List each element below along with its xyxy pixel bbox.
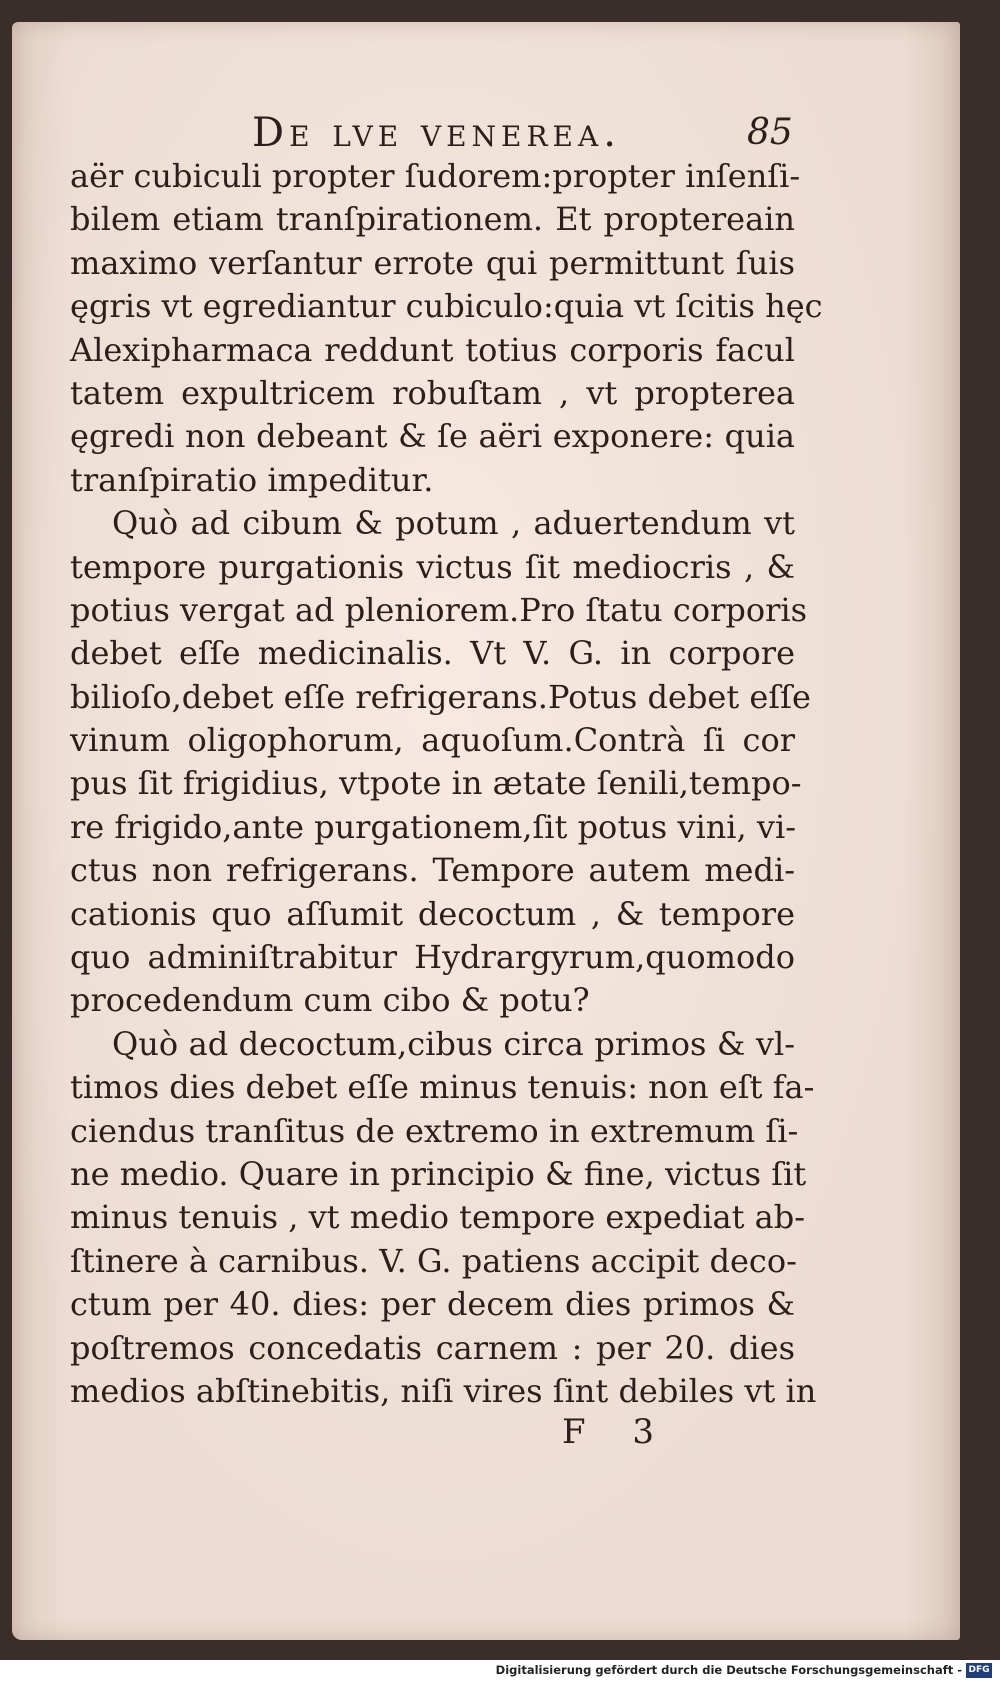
text-line: aër cubiculi propter ſudorem:propter inſenſi- [70,157,801,195]
text-line: maximo verſantur errote qui permittunt ſuis [70,243,795,282]
text-line: ctum per 40. dies: per decem dies primos & [70,1285,795,1324]
signature-mark: F 3 [562,1412,655,1452]
text-line: cationis quo aſſumit decoctum , & tempore [70,894,795,933]
text-line: ęgredi non debeant & ſe aëri exponere: quia [70,417,795,456]
running-head: De lve venerea. [252,110,621,156]
text-line: Quò ad cibum & potum , aduertendum vt [112,504,795,543]
text-line: pus ſit frigidius, vtpote in ætate ſenili,tempo- [70,764,802,803]
text-line: tatem expultricem robuſtam , vt propterea [70,373,795,412]
page-number: 85 [747,112,793,153]
text-line: bilem etiam tranſpirationem. Et proptereain [70,200,795,239]
text-line: debet eſſe medicinalis. Vt V. G. in corpore [70,634,795,673]
footer-bar [0,1660,1000,1683]
text-line: minus tenuis , vt medio tempore expediat ab- [70,1198,806,1237]
text-line: potius vergat ad pleniorem.Pro ſtatu corporis [70,590,808,629]
text-line: ne medio. Quare in principio & fine, victus ſit [70,1154,807,1193]
book-page [12,22,960,1640]
text-line: tranſpiratio impeditur. [70,460,434,499]
text-line: procedendum cum cibo & potu? [70,981,590,1020]
text-line: ſtinere à carnibus. V. G. patiens accipit deco- [70,1241,797,1280]
text-line: poſtremos concedatis carnem : per 20. dies [70,1328,795,1367]
text-line: ęgris vt egrediantur cubiculo:quia vt ſcitis hęc [70,287,823,326]
text-line: quo adminiſtrabitur Hydrargyrum,quomodo [70,938,795,977]
text-line: Alexipharmaca reddunt totius corporis facul [70,330,795,369]
text-line: tempore purgationis victus ſit mediocris , & [70,547,795,586]
text-line: bilioſo,debet eſſe refrigerans.Potus debet eſſe [70,677,811,716]
body-text [70,155,823,1413]
text-line: ciendus tranſitus de extremo in extremum ſi- [70,1111,799,1150]
text-line: vinum oligophorum, aquoſum.Contrà ſi cor [70,721,795,760]
text-line: medios abſtinebitis, niſi vires ſint debiles vt in [70,1371,817,1410]
text-line: ctus non refrigerans. Tempore autem medi- [70,851,795,890]
funding-credit: Digitalisierung gefördert durch die Deutsche Forschungsgemeinschaft - [495,1663,962,1677]
text-line: Quò ad decoctum,cibus circa primos & vl- [112,1024,795,1063]
text-line: re frigido,ante purgationem,ſit potus vini, vi- [70,807,796,846]
dfg-logo-icon: DFG [966,1663,992,1678]
text-line: timos dies debet eſſe minus tenuis: non eſt fa- [70,1068,815,1107]
